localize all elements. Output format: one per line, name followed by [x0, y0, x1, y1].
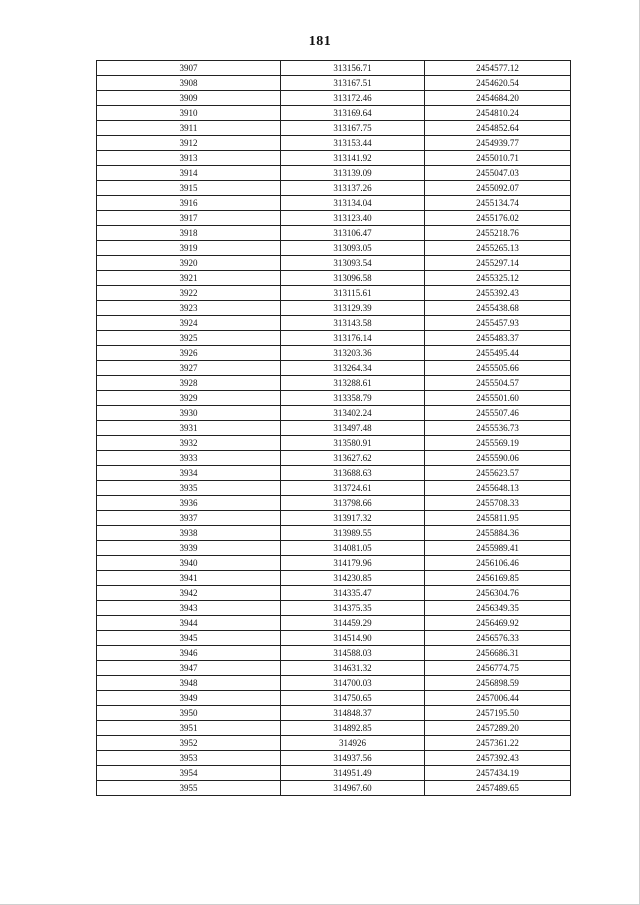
table-row — [97, 661, 571, 676]
x-coordinate-cell: 314951.49 — [281, 766, 425, 781]
table-row — [97, 151, 571, 166]
point-number-cell: 3933 — [97, 451, 281, 466]
x-coordinate-cell: 313129.39 — [281, 301, 425, 316]
point-number-cell: 3934 — [97, 466, 281, 481]
x-coordinate-cell: 313580.91 — [281, 436, 425, 451]
y-coordinate-cell: 2454810.24 — [425, 106, 571, 121]
point-number-cell: 3944 — [97, 616, 281, 631]
point-number-cell: 3921 — [97, 271, 281, 286]
y-coordinate-cell: 2456169.85 — [425, 571, 571, 586]
x-coordinate-cell: 314375.35 — [281, 601, 425, 616]
table-row — [97, 751, 571, 766]
point-number-cell: 3945 — [97, 631, 281, 646]
table-row — [97, 406, 571, 421]
table-row — [97, 541, 571, 556]
point-number-cell: 3911 — [97, 121, 281, 136]
y-coordinate-cell: 2455092.07 — [425, 181, 571, 196]
table-row — [97, 286, 571, 301]
x-coordinate-cell: 313134.04 — [281, 196, 425, 211]
point-number-cell: 3935 — [97, 481, 281, 496]
y-coordinate-cell: 2455504.57 — [425, 376, 571, 391]
x-coordinate-cell: 313093.05 — [281, 241, 425, 256]
y-coordinate-cell: 2455811.95 — [425, 511, 571, 526]
point-number-cell: 3928 — [97, 376, 281, 391]
table-row — [97, 466, 571, 481]
table-row — [97, 676, 571, 691]
y-coordinate-cell: 2455218.76 — [425, 226, 571, 241]
y-coordinate-cell: 2455438.68 — [425, 301, 571, 316]
table-row — [97, 646, 571, 661]
table-row — [97, 706, 571, 721]
table-row — [97, 436, 571, 451]
table-row — [97, 571, 571, 586]
point-number-cell: 3947 — [97, 661, 281, 676]
x-coordinate-cell: 314179.96 — [281, 556, 425, 571]
table-row — [97, 361, 571, 376]
y-coordinate-cell: 2456576.33 — [425, 631, 571, 646]
x-coordinate-cell: 313627.62 — [281, 451, 425, 466]
point-number-cell: 3914 — [97, 166, 281, 181]
x-coordinate-cell: 313123.40 — [281, 211, 425, 226]
x-coordinate-cell: 313288.61 — [281, 376, 425, 391]
x-coordinate-cell: 314967.60 — [281, 781, 425, 796]
table-row — [97, 376, 571, 391]
point-number-cell: 3924 — [97, 316, 281, 331]
y-coordinate-cell: 2455176.02 — [425, 211, 571, 226]
y-coordinate-cell: 2455569.19 — [425, 436, 571, 451]
point-number-cell: 3949 — [97, 691, 281, 706]
table-row — [97, 616, 571, 631]
point-number-cell: 3909 — [97, 91, 281, 106]
y-coordinate-cell: 2457489.65 — [425, 781, 571, 796]
y-coordinate-cell: 2457392.43 — [425, 751, 571, 766]
table-row — [97, 586, 571, 601]
table-row — [97, 481, 571, 496]
x-coordinate-cell: 314588.03 — [281, 646, 425, 661]
x-coordinate-cell: 314514.90 — [281, 631, 425, 646]
point-number-cell: 3929 — [97, 391, 281, 406]
y-coordinate-cell: 2455325.12 — [425, 271, 571, 286]
table-row — [97, 331, 571, 346]
table-row — [97, 136, 571, 151]
y-coordinate-cell: 2457434.19 — [425, 766, 571, 781]
point-number-cell: 3939 — [97, 541, 281, 556]
point-number-cell: 3953 — [97, 751, 281, 766]
point-number-cell: 3925 — [97, 331, 281, 346]
table-row — [97, 781, 571, 796]
x-coordinate-cell: 313264.34 — [281, 361, 425, 376]
y-coordinate-cell: 2454684.20 — [425, 91, 571, 106]
y-coordinate-cell: 2456469.92 — [425, 616, 571, 631]
y-coordinate-cell: 2455047.03 — [425, 166, 571, 181]
point-number-cell: 3920 — [97, 256, 281, 271]
point-number-cell: 3922 — [97, 286, 281, 301]
y-coordinate-cell: 2454577.12 — [425, 61, 571, 76]
x-coordinate-cell: 314700.03 — [281, 676, 425, 691]
point-number-cell: 3946 — [97, 646, 281, 661]
y-coordinate-cell: 2455989.41 — [425, 541, 571, 556]
y-coordinate-cell: 2455884.36 — [425, 526, 571, 541]
x-coordinate-cell: 313139.09 — [281, 166, 425, 181]
y-coordinate-cell: 2455010.71 — [425, 151, 571, 166]
point-number-cell: 3927 — [97, 361, 281, 376]
x-coordinate-cell: 313989.55 — [281, 526, 425, 541]
table-row — [97, 241, 571, 256]
table-row — [97, 526, 571, 541]
table-row — [97, 691, 571, 706]
table-row — [97, 316, 571, 331]
table-row — [97, 511, 571, 526]
point-number-cell: 3908 — [97, 76, 281, 91]
x-coordinate-cell: 313167.51 — [281, 76, 425, 91]
y-coordinate-cell: 2457289.20 — [425, 721, 571, 736]
point-number-cell: 3918 — [97, 226, 281, 241]
y-coordinate-cell: 2455265.13 — [425, 241, 571, 256]
point-number-cell: 3917 — [97, 211, 281, 226]
y-coordinate-cell: 2454939.77 — [425, 136, 571, 151]
x-coordinate-cell: 314631.32 — [281, 661, 425, 676]
y-coordinate-cell: 2457006.44 — [425, 691, 571, 706]
point-number-cell: 3926 — [97, 346, 281, 361]
point-number-cell: 3938 — [97, 526, 281, 541]
point-number-cell: 3916 — [97, 196, 281, 211]
y-coordinate-cell: 2455507.46 — [425, 406, 571, 421]
table-row — [97, 91, 571, 106]
y-coordinate-cell: 2455134.74 — [425, 196, 571, 211]
point-number-cell: 3954 — [97, 766, 281, 781]
y-coordinate-cell: 2456349.35 — [425, 601, 571, 616]
table-row — [97, 766, 571, 781]
coordinate-table-body — [97, 61, 571, 796]
table-row — [97, 421, 571, 436]
y-coordinate-cell: 2456106.46 — [425, 556, 571, 571]
y-coordinate-cell: 2455536.73 — [425, 421, 571, 436]
point-number-cell: 3932 — [97, 436, 281, 451]
y-coordinate-cell: 2454620.54 — [425, 76, 571, 91]
point-number-cell: 3950 — [97, 706, 281, 721]
y-coordinate-cell: 2455590.06 — [425, 451, 571, 466]
point-number-cell: 3913 — [97, 151, 281, 166]
x-coordinate-cell: 314926 — [281, 736, 425, 751]
x-coordinate-cell: 313203.36 — [281, 346, 425, 361]
table-row — [97, 451, 571, 466]
y-coordinate-cell: 2457195.50 — [425, 706, 571, 721]
x-coordinate-cell: 313137.26 — [281, 181, 425, 196]
x-coordinate-cell: 313141.92 — [281, 151, 425, 166]
y-coordinate-cell: 2455501.60 — [425, 391, 571, 406]
x-coordinate-cell: 313093.54 — [281, 256, 425, 271]
y-coordinate-cell: 2455648.13 — [425, 481, 571, 496]
y-coordinate-cell: 2456774.75 — [425, 661, 571, 676]
y-coordinate-cell: 2457361.22 — [425, 736, 571, 751]
x-coordinate-cell: 314230.85 — [281, 571, 425, 586]
point-number-cell: 3940 — [97, 556, 281, 571]
table-row — [97, 211, 571, 226]
x-coordinate-cell: 313798.66 — [281, 496, 425, 511]
x-coordinate-cell: 313917.32 — [281, 511, 425, 526]
point-number-cell: 3930 — [97, 406, 281, 421]
table-row — [97, 496, 571, 511]
table-row — [97, 181, 571, 196]
table-row — [97, 601, 571, 616]
point-number-cell: 3942 — [97, 586, 281, 601]
x-coordinate-cell: 314335.47 — [281, 586, 425, 601]
x-coordinate-cell: 313172.46 — [281, 91, 425, 106]
page-number: 181 — [308, 34, 332, 49]
x-coordinate-cell: 313153.44 — [281, 136, 425, 151]
y-coordinate-cell: 2456304.76 — [425, 586, 571, 601]
table-row — [97, 271, 571, 286]
point-number-cell: 3915 — [97, 181, 281, 196]
y-coordinate-cell: 2454852.64 — [425, 121, 571, 136]
x-coordinate-cell: 314848.37 — [281, 706, 425, 721]
y-coordinate-cell: 2455495.44 — [425, 346, 571, 361]
point-number-cell: 3936 — [97, 496, 281, 511]
coordinate-table — [96, 60, 571, 796]
point-number-cell: 3931 — [97, 421, 281, 436]
table-row — [97, 391, 571, 406]
table-row — [97, 736, 571, 751]
table-row — [97, 631, 571, 646]
point-number-cell: 3952 — [97, 736, 281, 751]
point-number-cell: 3941 — [97, 571, 281, 586]
table-row — [97, 256, 571, 271]
y-coordinate-cell: 2455505.66 — [425, 361, 571, 376]
y-coordinate-cell: 2455457.93 — [425, 316, 571, 331]
point-number-cell: 3955 — [97, 781, 281, 796]
table-row — [97, 121, 571, 136]
x-coordinate-cell: 313106.47 — [281, 226, 425, 241]
point-number-cell: 3943 — [97, 601, 281, 616]
x-coordinate-cell: 313167.75 — [281, 121, 425, 136]
table-row — [97, 196, 571, 211]
point-number-cell: 3923 — [97, 301, 281, 316]
point-number-cell: 3937 — [97, 511, 281, 526]
point-number-cell: 3907 — [97, 61, 281, 76]
x-coordinate-cell: 314750.65 — [281, 691, 425, 706]
table-row — [97, 301, 571, 316]
y-coordinate-cell: 2455392.43 — [425, 286, 571, 301]
x-coordinate-cell: 314081.05 — [281, 541, 425, 556]
point-number-cell: 3951 — [97, 721, 281, 736]
y-coordinate-cell: 2455297.14 — [425, 256, 571, 271]
x-coordinate-cell: 313402.24 — [281, 406, 425, 421]
x-coordinate-cell: 313358.79 — [281, 391, 425, 406]
point-number-cell: 3912 — [97, 136, 281, 151]
x-coordinate-cell: 313688.63 — [281, 466, 425, 481]
point-number-cell: 3919 — [97, 241, 281, 256]
x-coordinate-cell: 313096.58 — [281, 271, 425, 286]
x-coordinate-cell: 314937.56 — [281, 751, 425, 766]
x-coordinate-cell: 314892.85 — [281, 721, 425, 736]
y-coordinate-cell: 2455708.33 — [425, 496, 571, 511]
table-row — [97, 61, 571, 76]
y-coordinate-cell: 2456686.31 — [425, 646, 571, 661]
table-row — [97, 106, 571, 121]
point-number-cell: 3910 — [97, 106, 281, 121]
table-row — [97, 721, 571, 736]
table-row — [97, 76, 571, 91]
x-coordinate-cell: 313115.61 — [281, 286, 425, 301]
x-coordinate-cell: 313156.71 — [281, 61, 425, 76]
x-coordinate-cell: 313143.58 — [281, 316, 425, 331]
point-number-cell: 3948 — [97, 676, 281, 691]
y-coordinate-cell: 2456898.59 — [425, 676, 571, 691]
y-coordinate-cell: 2455623.57 — [425, 466, 571, 481]
table-row — [97, 166, 571, 181]
table-row — [97, 346, 571, 361]
table-row — [97, 226, 571, 241]
x-coordinate-cell: 313497.48 — [281, 421, 425, 436]
x-coordinate-cell: 313724.61 — [281, 481, 425, 496]
table-row — [97, 556, 571, 571]
y-coordinate-cell: 2455483.37 — [425, 331, 571, 346]
x-coordinate-cell: 314459.29 — [281, 616, 425, 631]
x-coordinate-cell: 313169.64 — [281, 106, 425, 121]
x-coordinate-cell: 313176.14 — [281, 331, 425, 346]
